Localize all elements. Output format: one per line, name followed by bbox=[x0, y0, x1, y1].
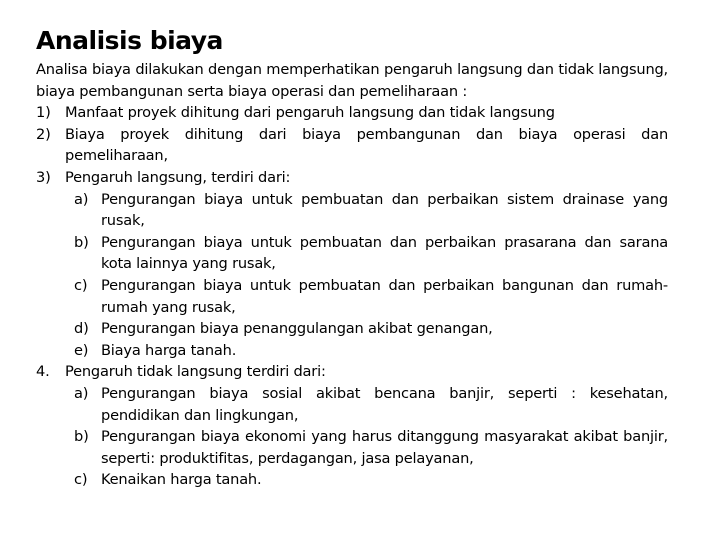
sublist-item-4a bbox=[36, 383, 668, 426]
sublist-item-text: Pengurangan biaya untuk pembuatan dan perbaikan sistem drainase yang rusak, bbox=[101, 190, 668, 230]
sublist-item-3d bbox=[36, 318, 668, 340]
list-marker: 3) bbox=[36, 168, 51, 186]
slide-body bbox=[36, 59, 668, 491]
sublist-marker: b) bbox=[74, 233, 89, 251]
sublist-item-text: Pengurangan biaya untuk pembuatan dan perbaikan prasarana dan sarana kota lainnya yang rusak, bbox=[101, 233, 668, 273]
list-item-4 bbox=[36, 361, 668, 383]
list-item-3 bbox=[36, 167, 668, 189]
sublist-marker: e) bbox=[74, 341, 89, 359]
list-marker: 1) bbox=[36, 104, 51, 122]
list-marker: 2) bbox=[36, 125, 51, 143]
list-marker: 4. bbox=[36, 363, 50, 381]
sublist-item-3e bbox=[36, 340, 668, 362]
sublist-marker: c) bbox=[74, 276, 88, 294]
sublist-item-text: Kenaikan harga tanah. bbox=[101, 471, 262, 489]
sublist-item-4b bbox=[36, 426, 668, 469]
sublist-marker: c) bbox=[74, 471, 88, 489]
sublist-item-text: Biaya harga tanah. bbox=[101, 341, 237, 359]
sublist-marker: d) bbox=[74, 320, 89, 338]
sublist-item-3b bbox=[36, 232, 668, 275]
sublist-item-text: Pengurangan biaya untuk pembuatan dan perbaikan bangunan dan rumah-rumah yang rusak, bbox=[101, 276, 668, 316]
slide-title: Analisis biaya bbox=[36, 26, 223, 55]
sublist-item-text: Pengurangan biaya sosial akibat bencana banjir, seperti : kesehatan, pendidikan dan lingkungan, bbox=[101, 384, 668, 424]
sublist-item-text: Pengurangan biaya penanggulangan akibat genangan, bbox=[101, 320, 493, 338]
list-item-text: Pengaruh langsung, terdiri dari: bbox=[65, 168, 291, 186]
intro-paragraph: Analisa biaya dilakukan dengan memperhatikan pengaruh langsung dan tidak langsung, biaya pembangunan serta biaya operasi dan pemeliharaan : bbox=[36, 61, 668, 100]
list-item-text: Manfaat proyek dihitung dari pengaruh langsung dan tidak langsung bbox=[65, 104, 555, 122]
sublist-item-4c bbox=[36, 469, 668, 491]
list-item-2 bbox=[36, 124, 668, 167]
list-item-1 bbox=[36, 102, 668, 124]
list-item-text: Biaya proyek dihitung dari biaya pembangunan dan biaya operasi dan pemeliharaan, bbox=[65, 125, 668, 165]
sublist-item-3a bbox=[36, 189, 668, 232]
sublist-item-3c bbox=[36, 275, 668, 318]
sublist-marker: a) bbox=[74, 190, 89, 208]
sublist-marker: a) bbox=[74, 384, 89, 402]
sublist-item-text: Pengurangan biaya ekonomi yang harus ditanggung masyarakat akibat banjir, seperti: produktifitas, perdagangan, jasa pelayanan, bbox=[101, 428, 668, 467]
list-item-text: Pengaruh tidak langsung terdiri dari: bbox=[65, 363, 326, 381]
sublist-marker: b) bbox=[74, 428, 89, 446]
